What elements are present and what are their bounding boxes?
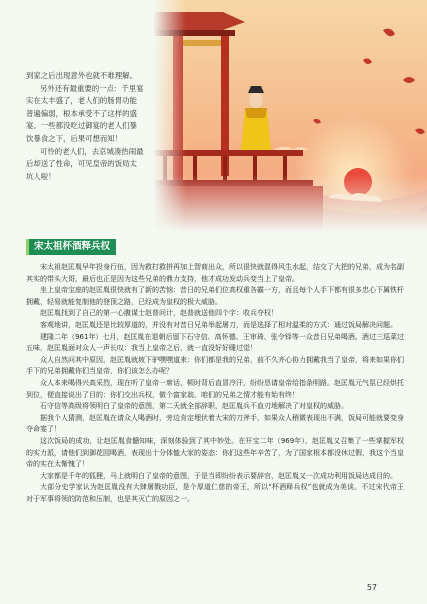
body-paragraph: 据我个人猜测，赵匡胤在请众人喝酒时，旁边肯定埋伏着大宋的刀斧手，如果众人稍微表现出不满，饭局可能就要变身夺命宴了！ xyxy=(26,413,404,434)
body-paragraph: 坐上皇帝宝座的赵匡胤很快就有了新的苦恼：昔日的兄弟们位高权重各霸一方，而且每个人手下都有很多忠心下属铁杆拥戴，轻易就能复制他的登顶之路，已经成为皇权的极大威胁。 xyxy=(26,286,404,306)
body-paragraph: 客观地讲，赵匡胤还是比较厚道的，并没有对昔日兄弟举起屠刀，而是选择了相对温柔的方式：通过饭局解决问题。 xyxy=(40,320,397,329)
body-paragraph: 这次饭局的成功，让赵匡胤食髓知味，深刻体验到了其中妙处。在开宝二年（969年），赵匡胤又召集了一些掌握军权的实力派，请他们到御花园喝酒，表现出十分体恤大家的姿态：你们这些年辛苦了，为了国家根本都没休过假，我这个当皇帝的实在太惭愧了！ xyxy=(26,436,404,469)
body-paragraph: 宋太祖赵匡胤早年投身行伍，因为救打救拼再加上智商出众，所以很快就混得风生水起，结交了大把的兄弟，成为名副其实的带头大哥，最后也正是因为这些兄弟的鼎力支持，他才成功发动兵变当上了皇帝。 xyxy=(26,263,404,283)
body-paragraph: 众人自然问其中原因，赵匡胤就坡下驴嘿嘿道来：你们都是我的兄弟，前不久齐心协力拥戴我当了皇帝，将来如果你们手下的兄弟拥戴你们当皇帝，你们该怎么办呢？ xyxy=(26,355,404,376)
body-paragraph: 石守信等高级将领明白了皇帝的意图，第二天就全部辞职，赵匡胤兵不血刃地解决了对皇权的威胁。 xyxy=(40,402,348,411)
page-number: 57 xyxy=(366,583,377,592)
palace-sunset-illustration xyxy=(153,0,427,232)
body-paragraph: 赵匡胤找到了自己的第一心腹谋士赵普问计，赵普就送他四个字：收兵夺权！ xyxy=(40,309,278,318)
top-paragraph-1: 到家之后出现意外也就不难理解。 xyxy=(26,71,137,80)
top-paragraph-2: 另外还有最重要的一点：千里宴实在太丰盛了，老人们的肠胃功能普遍偏弱，根本承受不了这样的盛宴。一些都没吃过御宴的老人们暴饮暴食之下，后果可想而知！ xyxy=(26,83,144,143)
body-paragraph: 建隆二年（961年）七月，赵匡胤在退朝后留下石守信、高怀德、王审琦、张令铎等一众昔日兄弟喝酒。酒过三巡菜过五味，赵匡胤面对众人一声长叹：我当上皇帝之后，就一直没好好睡过觉！ xyxy=(26,332,404,353)
top-left-text-column xyxy=(26,70,144,183)
body-paragraph: 大家都是千年的狐狸，马上就明白了皇帝的意图，于是当即纷纷表示要辞官，赵匡胤又一次成功利用饭局达成目的。 xyxy=(40,471,397,480)
top-paragraph-3: 可怜的老人们，去京城凑热闹最后却送了性命，可见皇帝的饭局太坑人啦！ xyxy=(26,146,144,181)
body-text xyxy=(26,262,404,505)
section-title: 宋太祖杯酒释兵权 xyxy=(26,239,116,255)
body-paragraph: 众人本来喝得兴高采烈，现在听了皇帝一席话，顿时背后直冒冷汗，纷纷恳请皇帝给指条明路。赵匡胤元气氛已经烘托到位，便直接说出了目的：你们交出兵权，做个富家翁，咱们的兄弟之情才能有始有终！ xyxy=(26,378,404,399)
body-paragraph: 大部分史学家认为赵匡胤没有大肆屠戮功臣，是个厚道仁慈的帝王，所以“杯酒释兵权”也就成为美谈。不过宋代帝王对于军事将领的防范和压制，也是其灭亡的原因之一。 xyxy=(26,483,404,503)
